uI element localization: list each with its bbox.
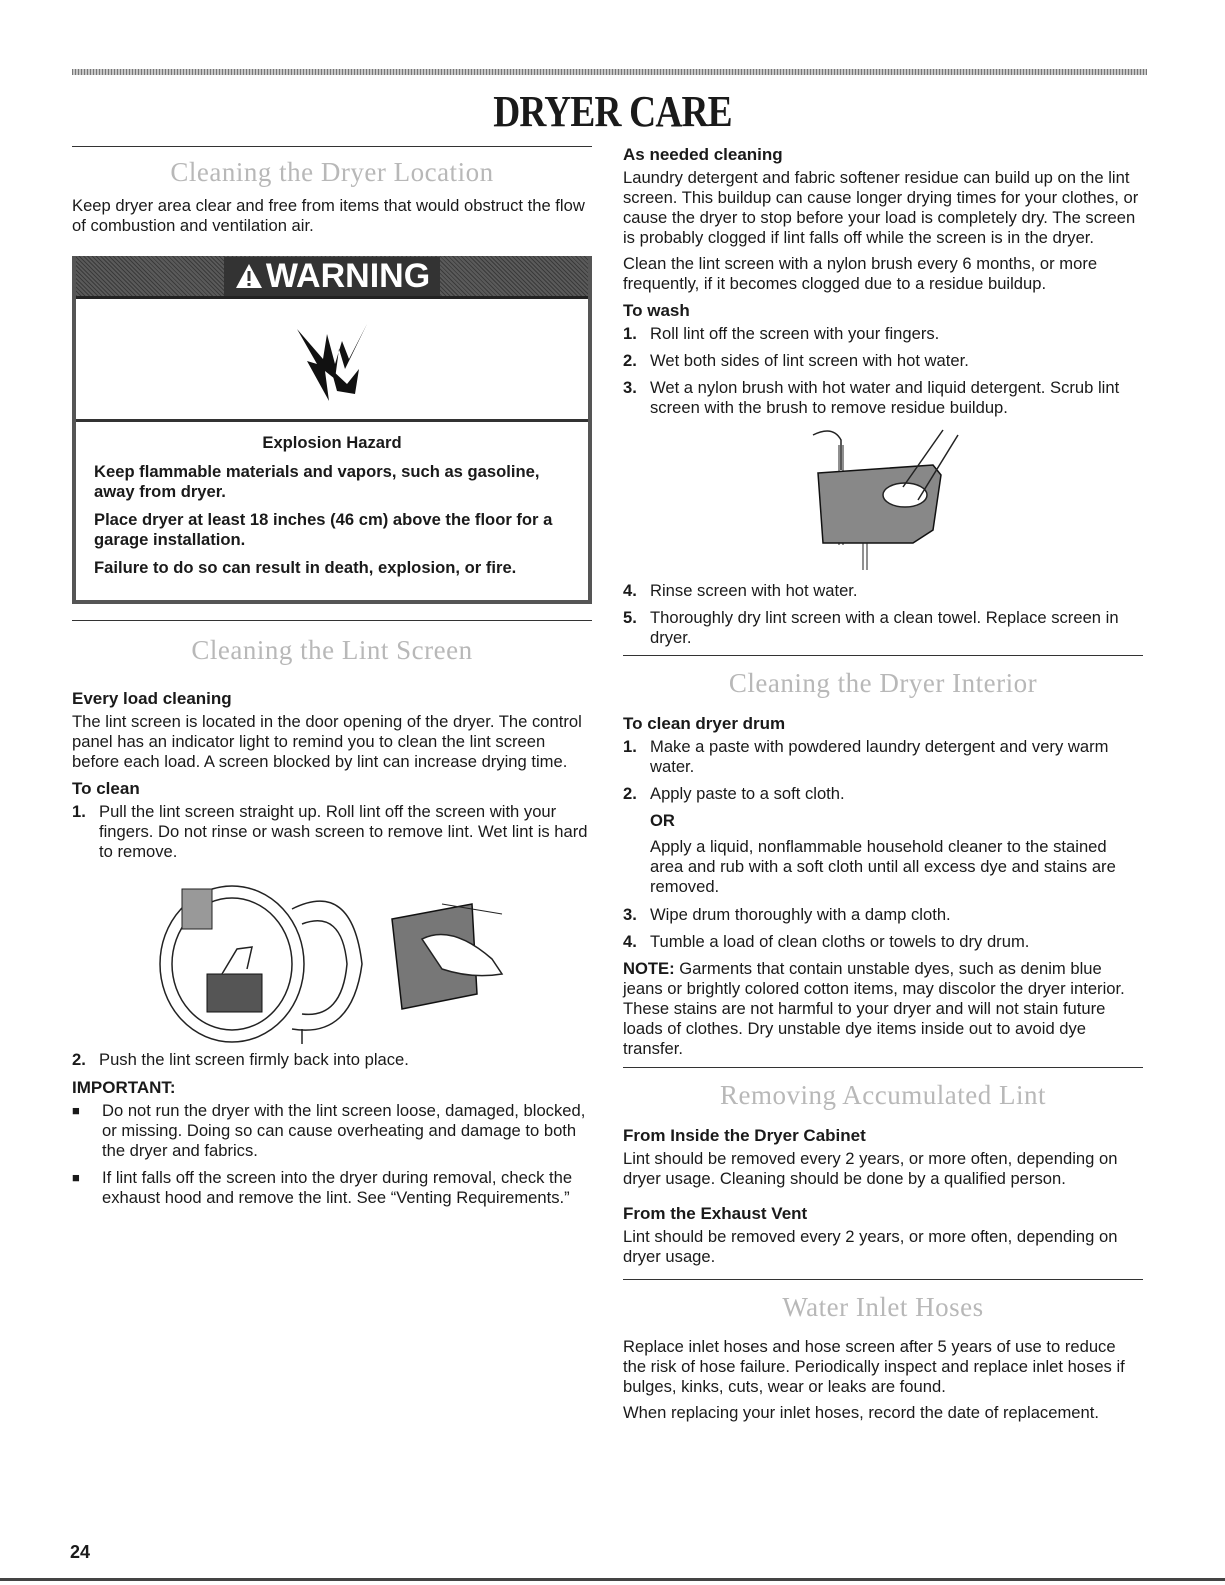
- important-bullet: [72, 1168, 592, 1208]
- bottom-border: [0, 1578, 1225, 1581]
- drum-step: [623, 737, 1143, 777]
- location-intro: Keep dryer area clear and free from items that would obstruct the flow of combustion and ventilation air.: [72, 196, 585, 235]
- cabinet-text: Lint should be removed every 2 years, or more often, depending on dryer usage. Cleaning should be done by a qualified person.: [623, 1149, 1118, 1188]
- hoses-text-2: When replacing your inlet hoses, record the date of replacement.: [623, 1403, 1099, 1422]
- bullet-square-icon: ■: [72, 1170, 80, 1185]
- warning-title: [224, 257, 440, 296]
- step-text: Wet both sides of lint screen with hot water.: [650, 351, 969, 370]
- bullet-text: Do not run the dryer with the lint screen loose, damaged, blocked, or missing. Doing so can cause overheating and damage to both the dryer and fabrics.: [102, 1101, 586, 1160]
- lint-screen-removal-figure: [72, 869, 592, 1044]
- step-number: 2.: [623, 351, 637, 370]
- step-number: 2.: [623, 784, 637, 803]
- as-needed-text-2: Clean the lint screen with a nylon brush every 6 months, or more frequently, if it becomes clogged due to a residue buildup.: [623, 254, 1098, 293]
- interior-heading: Cleaning the Dryer Interior: [728, 668, 1038, 698]
- every-load-text: The lint screen is located in the door opening of the dryer. The control panel has an indicator light to remind you to clean the lint screen before each load. A screen blocked by lint can increase drying time.: [72, 712, 582, 771]
- section-divider: [623, 655, 1143, 656]
- step-text: Push the lint screen firmly back into place.: [99, 1050, 409, 1069]
- section-divider: [72, 146, 592, 147]
- step-number: 2.: [72, 1050, 86, 1069]
- warning-box: [72, 256, 592, 604]
- every-load-heading: Every load cleaning: [72, 689, 232, 708]
- vent-heading: From the Exhaust Vent: [623, 1204, 808, 1223]
- warning-line-3: Failure to do so can result in death, explosion, or fire.: [94, 558, 517, 577]
- step-number: 3.: [623, 905, 637, 924]
- to-clean-heading: To clean: [72, 779, 140, 798]
- hoses-text-1: Replace inlet hoses and hose screen after 5 years of use to reduce the risk of hose failure. Periodically inspect and replace inlet hoses if bulges, kinks, cuts, wear or leaks are found.: [623, 1337, 1125, 1396]
- drum-step: [623, 932, 1143, 952]
- explosion-icon-area: [76, 299, 588, 422]
- alert-triangle-icon: [234, 262, 264, 290]
- step-text: Rinse screen with hot water.: [650, 581, 858, 600]
- hazard-title: Explosion Hazard: [262, 433, 402, 452]
- section-divider: [623, 1279, 1143, 1280]
- wash-step: [623, 608, 1143, 648]
- vent-text: Lint should be removed every 2 years, or more often, depending on dryer usage.: [623, 1227, 1118, 1266]
- note-label: NOTE:: [623, 959, 675, 978]
- lint-heading: Cleaning the Lint Screen: [191, 635, 473, 665]
- step-text: Apply paste to a soft cloth.: [650, 784, 845, 803]
- step-text: Wipe drum thoroughly with a damp cloth.: [650, 905, 951, 924]
- important-label: IMPORTANT:: [72, 1078, 176, 1097]
- step-number: 1.: [623, 324, 637, 343]
- step-number: 4.: [623, 932, 637, 951]
- wash-step: [623, 324, 1143, 344]
- drum-step: [623, 905, 1143, 925]
- clean-step: [72, 1050, 592, 1070]
- warning-header: [76, 256, 588, 299]
- step-text: Pull the lint screen straight up. Roll lint off the screen with your fingers. Do not rinse or wash screen to remove lint. Wet lint is hard to remove.: [99, 802, 588, 861]
- warning-text: [76, 422, 588, 600]
- page-number: 24: [70, 1542, 91, 1562]
- step-text: Wet a nylon brush with hot water and liquid detergent. Scrub lint screen with the brush to remove residue buildup.: [650, 378, 1120, 417]
- dryer-lint-illustration: [152, 869, 512, 1044]
- explosion-icon: [287, 309, 377, 409]
- step-number: 1.: [623, 737, 637, 756]
- hoses-heading: Water Inlet Hoses: [782, 1292, 984, 1322]
- step-number: 1.: [72, 802, 86, 821]
- to-wash-heading: To wash: [623, 301, 690, 320]
- section-divider: [623, 1067, 1143, 1068]
- wash-step: [623, 581, 1143, 601]
- right-column: [623, 144, 1143, 1429]
- wash-step: [623, 351, 1143, 371]
- note-paragraph: [623, 959, 1143, 1059]
- section-divider: [72, 620, 592, 621]
- bullet-square-icon: ■: [72, 1103, 80, 1118]
- page-title: DRYER CARE: [493, 87, 732, 136]
- note-text: Garments that contain unstable dyes, such as denim blue jeans or brightly colored cotton items, may discolor the dryer interior. These stains are not harmful to your dryer and will not stain future loads of clothes. Dry unstable dye items inside out to avoid dye transfer.: [623, 959, 1125, 1058]
- or-label: OR: [650, 811, 675, 830]
- lint-screen-scrub-figure: [623, 425, 1143, 575]
- important-bullet: [72, 1101, 592, 1161]
- drum-step: [623, 784, 1143, 804]
- warning-line-2: Place dryer at least 18 inches (46 cm) above the floor for a garage installation.: [94, 510, 553, 549]
- top-decorative-bar: [72, 69, 1147, 75]
- accumulated-heading: Removing Accumulated Lint: [720, 1080, 1046, 1110]
- as-needed-heading: As needed cleaning: [623, 145, 783, 164]
- step-number: 4.: [623, 581, 637, 600]
- warning-line-1: Keep flammable materials and vapors, such as gasoline, away from dryer.: [94, 462, 540, 501]
- step-text: Thoroughly dry lint screen with a clean towel. Replace screen in dryer.: [650, 608, 1119, 647]
- as-needed-text-1: Laundry detergent and fabric softener residue can build up on the lint screen. This buildup can cause longer drying times for your clothes, or cause the dryer to stop before your load is completely dry. The screen is probably clogged if lint falls off while the screen is in the dryer.: [623, 168, 1139, 247]
- or-text: Apply a liquid, nonflammable household cleaner to the stained area and rub with a soft cloth until all excess dye and stains are removed.: [650, 837, 1116, 896]
- cabinet-heading: From Inside the Dryer Cabinet: [623, 1126, 866, 1145]
- step-text: Roll lint off the screen with your fingers.: [650, 324, 940, 343]
- step-text: Make a paste with powdered laundry detergent and very warm water.: [650, 737, 1109, 776]
- clean-step: [72, 802, 592, 862]
- wash-step: [623, 378, 1143, 418]
- drum-heading: To clean dryer drum: [623, 714, 786, 733]
- step-text: Tumble a load of clean cloths or towels to dry drum.: [650, 932, 1030, 951]
- scrubbing-illustration: [793, 425, 973, 575]
- warning-word: WARNING: [265, 256, 431, 295]
- location-heading: Cleaning the Dryer Location: [170, 157, 494, 187]
- step-number: 3.: [623, 378, 637, 397]
- left-column: [72, 146, 592, 1215]
- bullet-text: If lint falls off the screen into the dryer during removal, check the exhaust hood and remove the lint. See “Venting Requirements.”: [102, 1168, 573, 1207]
- step-number: 5.: [623, 608, 637, 627]
